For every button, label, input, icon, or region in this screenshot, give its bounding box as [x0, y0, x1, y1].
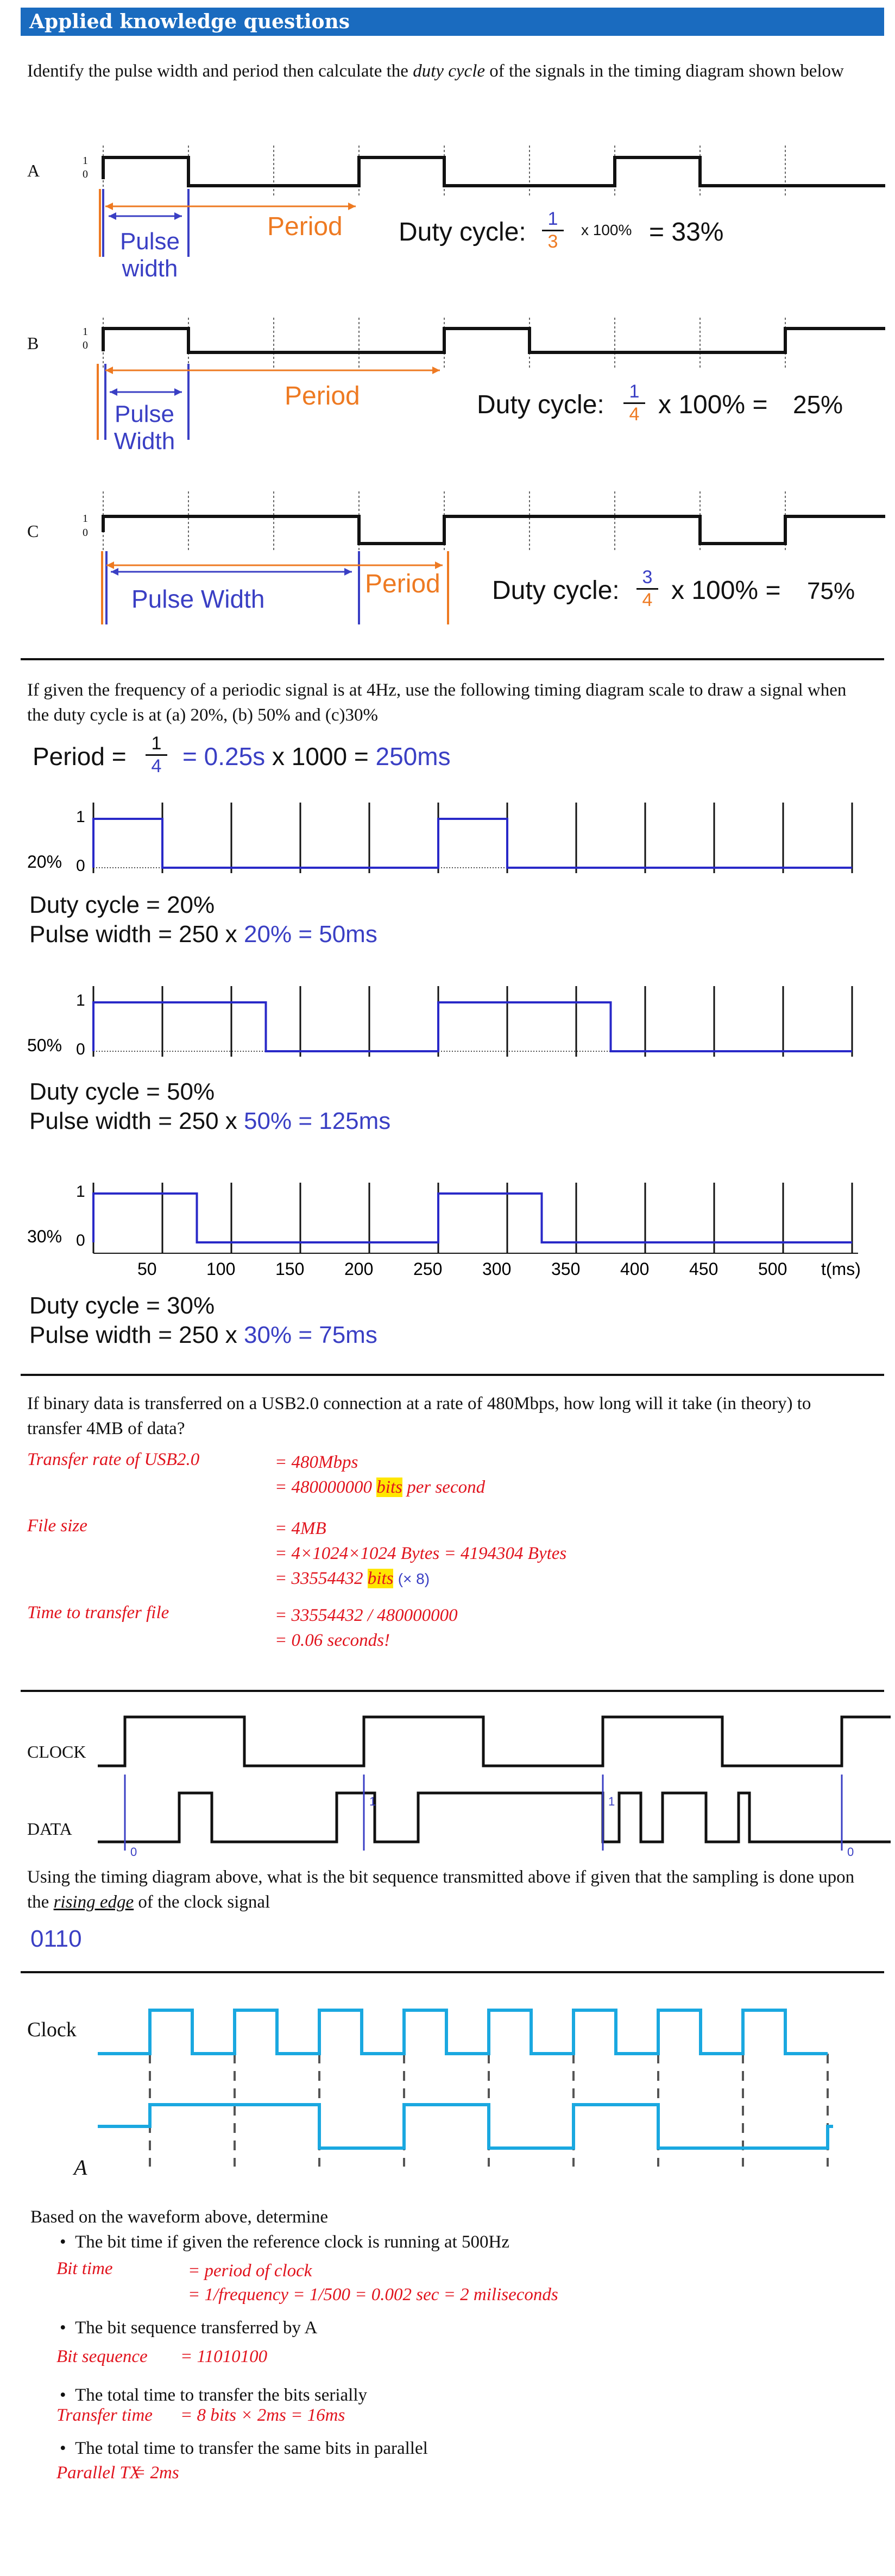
- handwritten-note: (× 8): [398, 1570, 430, 1587]
- duty-50-waveform: [93, 1002, 852, 1051]
- caption-result: = 125ms: [292, 1108, 391, 1134]
- bullet-text: The bit sequence transferred by A: [75, 2318, 318, 2338]
- signal-a-multiplier: x 100%: [581, 222, 632, 238]
- tick-zero: 0: [83, 527, 88, 539]
- signal-a-duty-prefix: Duty cycle:: [399, 218, 526, 247]
- q4-prompt-text-b: of the clock signal: [134, 1892, 270, 1912]
- bit-mark: 1: [608, 1795, 615, 1808]
- caption-percent: 30%: [244, 1322, 292, 1348]
- tick-one: 1: [83, 326, 88, 338]
- signal-b-pulse-label: Pulse Width: [114, 401, 175, 454]
- row-tick-one: 1: [76, 1183, 85, 1201]
- q5-intro: Based on the waveform above, determine: [30, 2207, 328, 2227]
- caption-percent: 50%: [244, 1108, 292, 1134]
- timing-row-20: [27, 803, 847, 881]
- bit-time-label: Bit time: [56, 2259, 113, 2278]
- file-size-label: File size: [27, 1516, 87, 1536]
- duty-30-caption-line2: [29, 1321, 377, 1350]
- signal-c-label: C: [27, 521, 39, 541]
- duty-20-caption-line1: Duty cycle = 20%: [29, 892, 215, 918]
- q1-prompt-emphasis: duty cycle: [413, 61, 486, 81]
- signal-a-duty-result: = 33%: [649, 218, 724, 247]
- bullet-text: The total time to transfer the bits serially: [75, 2385, 367, 2405]
- q3-prompt: If binary data is transferred on a USB2.0 connection at a rate of 480Mbps, how long will it take (in theory) to transfer 4MB of data?: [27, 1394, 811, 1438]
- axis-unit: t(ms): [821, 1259, 861, 1279]
- axis-tick-label: 50: [137, 1259, 157, 1279]
- file-size-line1: = 4MB: [275, 1519, 326, 1538]
- signal-c-numerator: 3: [642, 567, 653, 588]
- signal-c-period-label: Period: [365, 570, 440, 598]
- value-part: per second: [402, 1478, 486, 1497]
- data-label: DATA: [27, 1819, 72, 1839]
- file-size-line3: [275, 1566, 566, 1592]
- caption-part: Pulse width = 250 x: [29, 1108, 244, 1134]
- transfer-time-label: Transfer time: [56, 2405, 153, 2425]
- signal-c-duty-fraction: [636, 567, 658, 611]
- bullet-text: The total time to transfer the same bits in parallel: [75, 2439, 428, 2458]
- timing-row-50: [27, 986, 847, 1065]
- duty-20-waveform: [93, 819, 852, 868]
- duty-20-caption: [29, 891, 377, 949]
- bit-sequence-label: Bit sequence: [56, 2347, 148, 2366]
- q4-answer: 0110: [30, 1925, 82, 1952]
- value-part: = 480000000: [275, 1478, 377, 1497]
- file-size-values: [275, 1516, 566, 1592]
- signal-b-duty-fraction: [623, 381, 645, 425]
- row-tick-zero: 0: [76, 857, 85, 875]
- caption-result: = 50ms: [292, 921, 377, 948]
- q1-prompt: [27, 59, 864, 84]
- signal-b-label: B: [27, 333, 39, 353]
- axis-tick-label: 300: [482, 1259, 512, 1279]
- section-header: Applied knowledge questions: [21, 8, 884, 36]
- transfer-rate-values: [275, 1450, 485, 1500]
- signal-a-label-2: A: [74, 2155, 87, 2180]
- timing-row-30: [27, 1172, 869, 1280]
- q4-prompt: [27, 1865, 874, 1915]
- axis-tick-label: 400: [620, 1259, 650, 1279]
- duty-30-caption-line1: Duty cycle = 30%: [29, 1292, 215, 1319]
- axis-tick-label: 100: [206, 1259, 236, 1279]
- row-tick-zero: 0: [76, 1040, 85, 1058]
- bit-time-line1: = period of clock: [188, 2261, 312, 2281]
- row-tick-one: 1: [76, 808, 85, 826]
- signal-a-denominator: 3: [547, 231, 558, 252]
- signal-a-period-label: Period: [267, 212, 343, 241]
- clock-label: CLOCK: [27, 1742, 86, 1761]
- q5-bullet-3: • The total time to transfer the bits serially: [60, 2385, 367, 2405]
- signal-c-denominator: 4: [642, 590, 653, 610]
- period-numerator: 1: [151, 733, 162, 754]
- time-line1: = 33554432 / 480000000: [275, 1606, 458, 1625]
- time-values: [275, 1603, 458, 1653]
- transfer-rate-line2: [275, 1475, 485, 1500]
- tick-one: 1: [83, 513, 88, 525]
- signal-a-pulse-label: Pulse width: [119, 228, 180, 282]
- period-seconds: = 0.25s: [182, 742, 266, 771]
- axis-tick-label: 150: [275, 1259, 305, 1279]
- divider: [21, 1971, 884, 1973]
- period-denominator: 4: [151, 756, 162, 776]
- tick-one: 1: [83, 155, 88, 167]
- duty-50-caption-line2: [29, 1107, 390, 1136]
- signal-c-duty-result: 75%: [807, 578, 855, 604]
- signal-b-multiplier: x 100% =: [658, 390, 768, 419]
- parallel-tx-value: = 2ms: [134, 2463, 179, 2483]
- axis-tick-label: 350: [551, 1259, 581, 1279]
- bit-time-values: [188, 2259, 558, 2307]
- signal-b-numerator: 1: [629, 381, 640, 402]
- axis-tick-label: 500: [758, 1259, 787, 1279]
- transfer-rate-line1: = 480Mbps: [275, 1453, 358, 1472]
- axis-tick-label: 450: [689, 1259, 718, 1279]
- parallel-tx-label: Parallel TX: [56, 2463, 141, 2483]
- period-equation: [182, 742, 451, 771]
- period-fraction: [146, 733, 167, 777]
- clock-label-2: Clock: [27, 2018, 77, 2041]
- bit-mark: 0: [847, 1845, 854, 1859]
- signal-a-label: A: [27, 161, 40, 180]
- signal-a-duty-fraction: [542, 209, 564, 252]
- period-multiplier: x 1000 =: [272, 742, 369, 771]
- bit-mark: 0: [130, 1845, 137, 1859]
- caption-part: Pulse width = 250 x: [29, 921, 244, 948]
- duty-50-caption-line1: Duty cycle = 50%: [29, 1078, 215, 1105]
- caption-part: Pulse width = 250 x: [29, 1322, 244, 1348]
- divider: [21, 658, 884, 660]
- duty-50-caption: [29, 1077, 390, 1136]
- time-line2: = 0.06 seconds!: [275, 1631, 390, 1650]
- row-label-20: 20%: [27, 852, 62, 872]
- signal-b-denominator: 4: [629, 404, 640, 425]
- row-label-50: 50%: [27, 1036, 62, 1055]
- axis-tick-label: 250: [413, 1259, 443, 1279]
- bit-mark: 1: [369, 1795, 376, 1808]
- q4-prompt-emphasis: rising edge: [53, 1892, 134, 1912]
- duty-20-caption-line2: [29, 920, 377, 949]
- q1-prompt-text-a: Identify the pulse width and period then calculate the: [27, 61, 413, 81]
- clock-data-diagram: [98, 1710, 891, 1857]
- q4-prompt-text-a: Using the timing diagram above, what is the bit sequence transmitted above if given that the sampling is done upon the: [27, 1867, 855, 1912]
- signal-c-waveform: [92, 491, 891, 551]
- q1-prompt-text-b: of the signals in the timing diagram shown below: [485, 61, 844, 81]
- q5-bullet-4: • The total time to transfer the same bits in parallel: [60, 2439, 428, 2458]
- q2-prompt: If given the frequency of a periodic signal is at 4Hz, use the following timing diagram scale to draw a signal when the duty cycle is at (a) 20%, (b) 50% and (c)30%: [27, 680, 847, 725]
- value-part: = 33554432: [275, 1569, 368, 1588]
- highlight-bits: bits: [376, 1478, 402, 1497]
- signal-a-numerator: 1: [547, 209, 558, 229]
- bit-time-line2: = 1/frequency = 1/500 = 0.002 sec = 2 miliseconds: [188, 2285, 558, 2304]
- tick-zero: 0: [83, 168, 88, 180]
- signal-c-pulse-label: Pulse Width: [131, 585, 265, 613]
- transfer-rate-label: Transfer rate of USB2.0: [27, 1450, 200, 1469]
- highlight-bits: bits: [367, 1569, 394, 1588]
- divider: [21, 1374, 884, 1376]
- divider: [21, 1690, 884, 1692]
- signal-c-duty-prefix: Duty cycle:: [492, 576, 620, 605]
- bit-sequence-value: = 11010100: [180, 2347, 268, 2366]
- file-size-line2: = 4×1024×1024 Bytes = 4194304 Bytes: [275, 1544, 567, 1563]
- tick-zero: 0: [83, 339, 88, 351]
- period-result: 250ms: [375, 742, 451, 771]
- signal-b-duty-prefix: Duty cycle:: [477, 390, 604, 419]
- duty-30-waveform: [93, 1194, 852, 1242]
- a-waveform: [98, 2105, 833, 2148]
- clock-waveform: [98, 2010, 828, 2054]
- caption-result: = 75ms: [292, 1322, 377, 1348]
- time-label: Time to transfer file: [27, 1603, 169, 1622]
- bullet-text: The bit time if given the reference clock is running at 500Hz: [75, 2232, 510, 2252]
- caption-percent: 20%: [244, 921, 292, 948]
- axis-tick-label: 200: [344, 1259, 374, 1279]
- signal-c-multiplier: x 100% =: [671, 576, 781, 605]
- q5-bullet-2: • The bit sequence transferred by A: [60, 2318, 318, 2338]
- q5-bullet-1: • The bit time if given the reference clock is running at 500Hz: [60, 2232, 510, 2252]
- row-tick-zero: 0: [76, 1232, 85, 1249]
- row-tick-one: 1: [76, 992, 85, 1009]
- duty-30-caption: [29, 1291, 377, 1350]
- transfer-time-value: = 8 bits × 2ms = 16ms: [180, 2405, 345, 2425]
- period-prefix: Period =: [33, 742, 127, 771]
- row-label-30: 30%: [27, 1227, 62, 1246]
- clock-a-diagram: [98, 1987, 847, 2188]
- signal-b-duty-result: 25%: [793, 390, 843, 419]
- signal-b-period-label: Period: [285, 382, 360, 411]
